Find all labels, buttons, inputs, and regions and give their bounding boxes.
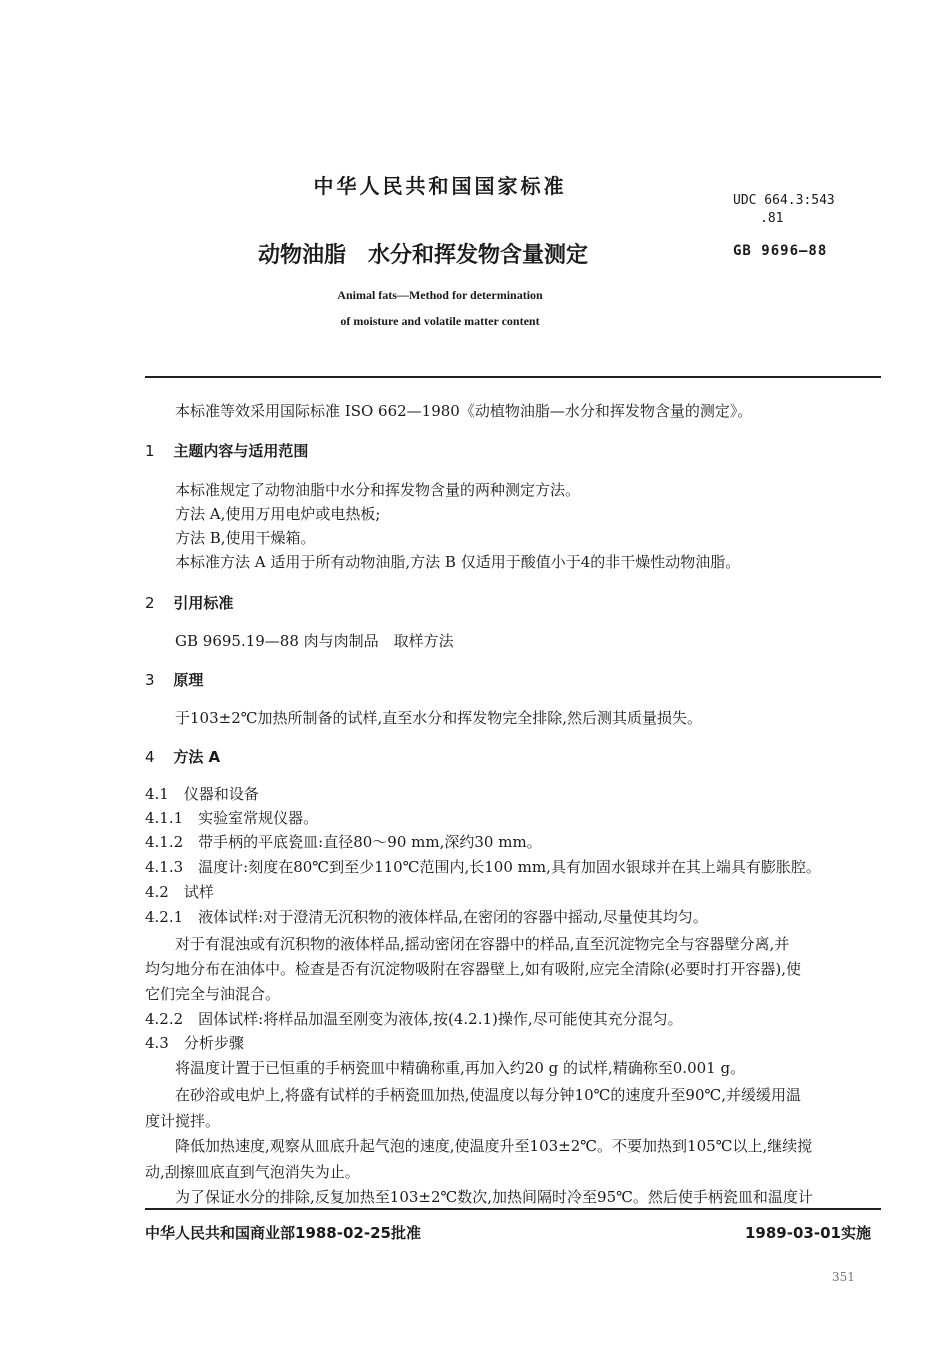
clause-4-2-1: 4.2.1 液体试样:对于澄清无沉积物的液体样品,在密闭的容器中摇动,尽量使其均匀。 bbox=[145, 908, 708, 926]
clause-4-1-2: 4.1.2 带手柄的平底瓷皿:直径80～90 mm,深约30 mm。 bbox=[145, 833, 542, 851]
section-title: 方法 A bbox=[173, 748, 221, 766]
section-title: 引用标准 bbox=[173, 594, 234, 612]
document-title-en-line2: of moisture and volatile matter content bbox=[340, 314, 540, 328]
section-number: 4 bbox=[145, 748, 155, 766]
clause-4-3-paragraph-4: 为了保证水分的排除,反复加热至103±2℃数次,加热间隔时冷至95℃。然后使手柄瓷皿和温度计 bbox=[175, 1188, 813, 1206]
clause-4-3-paragraph-1: 将温度计置于已恒重的手柄瓷皿中精确称重,再加入约20 g 的试样,精确称至0.001 g。 bbox=[175, 1059, 746, 1077]
clause-4-3-paragraph-3-line1: 降低加热速度,观察从皿底升起气泡的速度,使温度升至103±2℃。不要加热到105℃以上,继续搅 bbox=[175, 1137, 813, 1155]
section-title: 原理 bbox=[173, 671, 204, 689]
section-title: 主题内容与适用范围 bbox=[173, 442, 309, 460]
clause-4-3: 4.3 分析步骤 bbox=[145, 1034, 244, 1052]
section-1-heading bbox=[145, 440, 308, 461]
s1-paragraph-3: 方法 B,使用干燥箱。 bbox=[175, 529, 316, 547]
s1-paragraph-1: 本标准规定了动物油脂中水分和挥发物含量的两种测定方法。 bbox=[175, 481, 581, 499]
s1-paragraph-4: 本标准方法 A 适用于所有动物油脂,方法 B 仅适用于酸值小于4的非干燥性动物油脂。 bbox=[175, 553, 741, 571]
clause-4-2-2: 4.2.2 固体试样:将样品加温至刚变为液体,按(4.2.1)操作,尽可能使其充分混匀。 bbox=[145, 1010, 683, 1028]
clause-4-2-1-body-line2: 均匀地分布在油体中。检查是否有沉淀物吸附在容器壁上,如有吸附,应完全清除(必要时打开容器),使 bbox=[145, 960, 802, 978]
s2-paragraph-1: GB 9695.19—88 肉与肉制品 取样方法 bbox=[175, 632, 454, 650]
effective-date: 1989-03-01实施 bbox=[745, 1224, 871, 1242]
clause-4-2-1-body-line3: 它们完全与油混合。 bbox=[145, 985, 281, 1003]
udc-code-line1: UDC 664.3:543 bbox=[733, 193, 835, 208]
udc-code-line2: .81 bbox=[760, 211, 784, 226]
gb-code: GB 9696—88 bbox=[733, 243, 828, 259]
approval-line: 中华人民共和国商业部1988-02-25批准 bbox=[145, 1224, 421, 1242]
clause-4-1: 4.1 仪器和设备 bbox=[145, 785, 259, 803]
section-number: 3 bbox=[145, 671, 155, 689]
section-2-heading bbox=[145, 592, 233, 613]
intro-paragraph: 本标准等效采用国际标准 ISO 662—1980《动植物油脂—水分和挥发物含量的测定》。 bbox=[175, 402, 753, 420]
document-title-cn: 动物油脂 水分和挥发物含量测定 bbox=[258, 243, 589, 268]
clause-4-3-paragraph-2-line1: 在砂浴或电炉上,将盛有试样的手柄瓷皿加热,使温度以每分钟10℃的速度升至90℃,并缓缓用温 bbox=[175, 1086, 802, 1104]
clause-4-2-1-body-line1: 对于有混浊或有沉积物的液体样品,摇动密闭在容器中的样品,直至沉淀物完全与容器壁分离,并 bbox=[175, 935, 790, 953]
s1-paragraph-2: 方法 A,使用万用电炉或电热板; bbox=[175, 505, 381, 523]
clause-4-3-paragraph-2-line2: 度计搅拌。 bbox=[145, 1112, 221, 1130]
page-number: 351 bbox=[832, 1270, 855, 1284]
section-number: 2 bbox=[145, 594, 155, 612]
top-divider bbox=[145, 376, 881, 378]
national-standard-heading: 中华人民共和国国家标准 bbox=[313, 174, 567, 198]
bottom-divider bbox=[145, 1208, 881, 1210]
section-number: 1 bbox=[145, 442, 155, 460]
clause-4-1-3: 4.1.3 温度计:刻度在80℃到至少110℃范围内,长100 mm,具有加固水银球并在其上端具有膨胀腔。 bbox=[145, 858, 821, 876]
clause-4-3-paragraph-3-line2: 动,刮擦皿底直到气泡消失为止。 bbox=[145, 1163, 360, 1181]
section-4-heading bbox=[145, 746, 220, 767]
document-title-en-line1: Animal fats—Method for determination bbox=[337, 288, 543, 302]
clause-4-1-1: 4.1.1 实验室常规仪器。 bbox=[145, 809, 319, 827]
clause-4-2: 4.2 试样 bbox=[145, 883, 214, 901]
section-3-heading bbox=[145, 669, 203, 690]
s3-paragraph-1: 于103±2℃加热所制备的试样,直至水分和挥发物完全排除,然后测其质量损失。 bbox=[175, 709, 703, 727]
